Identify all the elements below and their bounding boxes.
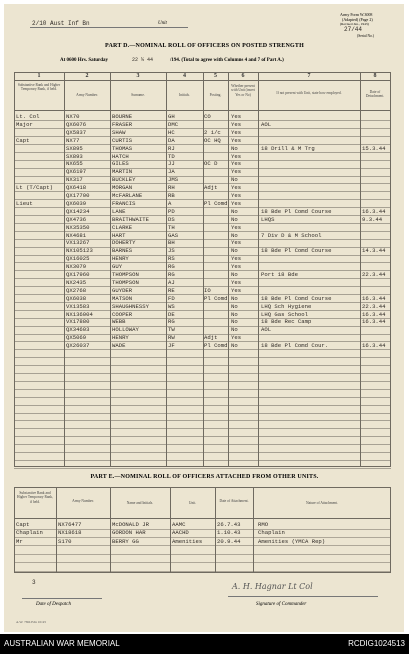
cell-surname: THOMAS — [112, 144, 133, 152]
cell-init: AJ — [168, 278, 175, 286]
cell-num: NX18618 — [58, 529, 82, 537]
cell-num: NX77 — [66, 136, 80, 144]
table-row — [14, 334, 391, 341]
cell-init: DS — [168, 215, 175, 223]
stray-mark: 3 — [32, 579, 36, 586]
unit-underline — [30, 27, 188, 28]
cell-num: NX655 — [66, 160, 83, 168]
serial-value: 27/44 — [344, 26, 363, 33]
cell-init: WS — [168, 302, 175, 310]
cell-pres: No — [231, 231, 238, 239]
cell-init: DMC — [168, 120, 179, 128]
cell-rank: Major — [16, 120, 33, 128]
e-col-header-unit: Unit. — [188, 501, 197, 505]
cell-surname: DOHERTY — [112, 239, 136, 247]
cell-num: SX893 — [66, 152, 83, 160]
cell-init: GH — [168, 113, 175, 120]
cell-pres: Yes — [231, 334, 242, 342]
table-row — [14, 168, 391, 175]
table-row — [14, 287, 391, 294]
cell-pres: No — [231, 318, 238, 326]
cell-post: Adjt — [204, 184, 218, 192]
cell-init: PD — [168, 207, 175, 215]
cell-surname: LANE — [112, 207, 126, 215]
table-row — [14, 247, 391, 254]
cell-init: RB — [168, 192, 175, 199]
cell-emp: 18 Bde Pl Comd Cour. — [261, 342, 329, 350]
cell-post: 2 i/c — [204, 128, 221, 136]
table-row — [14, 224, 391, 231]
print-code: A.W. 78th Edn 10/43 — [16, 620, 46, 624]
cell-post: OC HQ — [204, 136, 221, 144]
cell-pres: No — [231, 310, 238, 318]
cell-surname: THOMPSON — [112, 278, 139, 286]
col-header-detachment: Date of Detachment. — [365, 90, 385, 99]
form-line-3: (Revised Jan., 1943) — [340, 22, 369, 26]
cell-num: QX17960 — [66, 271, 90, 278]
cell-emp: 18 Bde Pl Comd Course — [261, 247, 332, 255]
archive-source: AUSTRALIAN WAR MEMORIAL — [4, 639, 120, 648]
part-e-title: PART E.—NOMINAL ROLL OF OFFICERS ATTACHED FROM OTHER UNITS. — [90, 474, 319, 480]
cell-rank: Capt — [16, 521, 30, 528]
cell-pres: No — [231, 215, 238, 223]
cell-init: JA — [168, 168, 175, 176]
cell-init: TH — [168, 223, 175, 231]
cell-num: QX6076 — [66, 120, 87, 128]
cell-rank: Chaplain — [16, 529, 43, 537]
col-num-1: 1 — [37, 73, 41, 79]
cell-init: A — [168, 199, 172, 207]
cell-rank: Lieut — [16, 199, 33, 207]
cell-pres: Yes — [231, 263, 242, 271]
serial-label: (Serial No.) — [357, 34, 374, 38]
at-line-prefix: At 0600 Hrs. Saturday — [60, 58, 109, 63]
cell-surname: HOLLOWAY — [112, 326, 139, 334]
col-header-initials: Initials. — [179, 93, 190, 97]
cell-num: VX13267 — [66, 239, 90, 247]
cell-date: 16.3.44 — [362, 310, 386, 318]
cell-surname: FRASER — [112, 120, 133, 128]
cell-pres: Yes — [231, 199, 242, 207]
cell-surname: HATCH — [112, 152, 129, 160]
cell-surname: BARNES — [112, 247, 133, 255]
cell-rank: Lt (T/Capt) — [16, 184, 53, 192]
cell-surname: HENRY — [112, 334, 129, 342]
signature-line — [228, 596, 378, 597]
cell-init: RW — [168, 334, 175, 342]
e-col-header-name: Name and Initials. — [126, 501, 154, 505]
cell-post: CO — [204, 113, 211, 120]
table-row — [14, 303, 391, 310]
cell-init: TD — [168, 152, 175, 160]
cell-date: 16.3.44 — [362, 318, 386, 326]
cell-pres: No — [231, 271, 238, 278]
cell-init: RG — [168, 263, 175, 271]
cell-date: 9.3.44 — [362, 215, 383, 223]
cell-init: RH — [168, 184, 175, 192]
table-row — [14, 137, 391, 144]
cell-name: GORDON HAR — [112, 529, 146, 537]
cell-emp: LHQS — [261, 215, 275, 223]
cell-rank: Capt — [16, 136, 30, 144]
signature-of-commander-label: Signature of Commander — [256, 602, 307, 607]
cell-init: TW — [168, 326, 175, 334]
cell-post: Pl Comd — [204, 342, 228, 350]
table-row — [14, 145, 391, 152]
cell-num: QX16025 — [66, 255, 90, 263]
cell-pres: No — [231, 207, 238, 215]
cell-init: JS — [168, 247, 175, 255]
cell-surname: FRANCIS — [112, 199, 136, 207]
table-row — [14, 200, 391, 207]
cell-surname: CURTIS — [112, 136, 133, 144]
cell-init: FD — [168, 294, 175, 302]
col-header-employment: If not present with Unit, state how employed. — [276, 91, 342, 95]
cell-surname: BUCKLEY — [112, 176, 136, 184]
cell-date: 14.3.44 — [362, 247, 386, 255]
table-row — [14, 239, 391, 246]
table-row — [14, 176, 391, 183]
table-row — [14, 113, 391, 120]
cell-surname: WADE — [112, 342, 126, 350]
cell-surname: SHAUGHNESSY — [112, 302, 149, 310]
cell-surname: THOMPSON — [112, 271, 139, 278]
cell-num: NX3079 — [66, 263, 87, 271]
cell-surname: WEBB — [112, 318, 126, 326]
cell-num: NX4681 — [66, 231, 87, 239]
cell-emp: Port 18 Bde — [261, 271, 298, 278]
cell-init: RE — [168, 286, 175, 294]
table-row — [14, 216, 391, 223]
cell-nature: Chaplain — [258, 529, 285, 537]
table-row — [14, 271, 391, 278]
table-row — [14, 184, 391, 191]
cell-date: 20.9.44 — [217, 537, 241, 545]
cell-num: NX2435 — [66, 278, 87, 286]
table-row — [14, 255, 391, 262]
cell-num: NX35350 — [66, 223, 90, 231]
cell-surname: MORGAN — [112, 184, 133, 192]
table-row — [14, 192, 391, 199]
cell-num: QX6039 — [66, 199, 87, 207]
cell-pres: Yes — [231, 168, 242, 176]
cell-num: SX895 — [66, 144, 83, 152]
cell-num: QX6418 — [66, 184, 87, 192]
e-col-header-army-number: Army Number. — [72, 499, 94, 503]
cell-init: JJ — [168, 160, 175, 168]
cell-date: 22.3.44 — [362, 271, 386, 278]
cell-init: JF — [168, 342, 175, 350]
cell-init: DE — [168, 310, 175, 318]
cell-pres: Yes — [231, 136, 242, 144]
cell-unit: AACHD — [172, 529, 189, 537]
cell-surname: MATSON — [112, 294, 133, 302]
col-header-surname: Surname. — [131, 93, 145, 97]
cell-surname: HART — [112, 231, 126, 239]
unit-label: Unit — [158, 21, 167, 26]
cell-pres: Yes — [231, 192, 242, 199]
cell-emp: 7 Div D & M School — [261, 231, 322, 239]
cell-post: OC D — [204, 160, 218, 168]
cell-surname: MARTIN — [112, 168, 133, 176]
cell-surname: HENRY — [112, 255, 129, 263]
col-header-army-number: Army Number. — [76, 93, 98, 97]
cell-pres: No — [231, 342, 238, 350]
at-date: 22 ¼ 44 — [132, 57, 154, 63]
cell-name: BERRY GG — [112, 537, 139, 545]
cell-pres: Yes — [231, 152, 242, 160]
cell-num: QX14234 — [66, 207, 90, 215]
e-col-header-rank: Substantive Rank and Higher Temporary Rank, if held. — [17, 491, 53, 504]
table-row — [14, 311, 391, 318]
cell-pres: Yes — [231, 239, 242, 247]
cell-pres: Yes — [231, 223, 242, 231]
cell-date: 16.3.44 — [362, 207, 386, 215]
table-row — [14, 326, 391, 333]
col-header-present: Whether present with Unit (insert Yes or No) — [231, 84, 255, 97]
cell-num: QX34603 — [66, 326, 90, 334]
commander-signature: A. H. Hagnar Lt Col — [232, 582, 313, 591]
unit-value: 2/10 Aust Inf Bn — [32, 20, 90, 27]
cell-surname: CLARKE — [112, 223, 133, 231]
e-col-header-nature: Nature of Attachment. — [305, 501, 339, 505]
cell-emp: 18 Drill & M Trg — [261, 144, 315, 152]
cell-init: RG — [168, 318, 175, 326]
cell-surname: GUY — [112, 263, 123, 271]
table-row — [14, 295, 391, 302]
table-row — [14, 160, 391, 167]
cell-pres: No — [231, 326, 238, 334]
cell-num: QX26037 — [66, 342, 90, 350]
cell-num: QX5069 — [66, 334, 87, 342]
cell-pres: Yes — [231, 128, 242, 136]
col-num-2: 2 — [85, 73, 89, 79]
cell-emp: LHQ Sch Hygiene — [261, 302, 312, 310]
cell-date: 15.3.44 — [362, 144, 386, 152]
cell-emp: 18 Bde Pl Comd Course — [261, 294, 332, 302]
cell-date: 1.10.43 — [217, 529, 241, 537]
col-num-8: 8 — [373, 73, 377, 79]
cell-num: NX105123 — [66, 247, 93, 255]
cell-num: QX17700 — [66, 192, 90, 199]
archive-id: RCDIG1024513 — [348, 639, 405, 648]
cell-num: QX4736 — [66, 215, 87, 223]
cell-pres: Yes — [231, 120, 242, 128]
col-num-5: 5 — [214, 73, 217, 79]
cell-num: QX5837 — [66, 128, 87, 136]
cell-init: BH — [168, 239, 175, 247]
cell-rank: Mr — [16, 537, 23, 545]
cell-num: NX317 — [66, 176, 83, 184]
cell-num: VX13583 — [66, 302, 90, 310]
table-row — [14, 318, 391, 325]
col-header-rank: Substantive Rank and Higher Temporary Rank, if held. — [17, 83, 61, 92]
cell-date: 22.3.44 — [362, 302, 386, 310]
cell-surname: McFARLANE — [112, 192, 143, 199]
cell-date: 26.7.43 — [217, 521, 241, 528]
cell-num: QX2768 — [66, 286, 87, 294]
cell-rank: Lt. Col — [16, 113, 40, 120]
cell-post: Adjt — [204, 334, 218, 342]
cell-emp: 18 Bde Pl Comd Course — [261, 207, 332, 215]
cell-pres: Yes — [231, 278, 242, 286]
cell-surname: GUYDER — [112, 286, 133, 294]
cell-surname: COOPER — [112, 310, 133, 318]
cell-unit: AAMC — [172, 521, 186, 528]
e-col-header-date: Date of Attachment. — [219, 499, 249, 503]
cell-surname: GILES — [112, 160, 129, 168]
cell-init: RG — [168, 271, 175, 278]
cell-num: NX76477 — [58, 521, 82, 528]
cell-surname: BRAITHWAITE — [112, 215, 149, 223]
cell-nature: Amenities (YMCA Rep) — [258, 537, 326, 545]
table-row — [14, 263, 391, 270]
col-num-7: 7 — [307, 73, 311, 79]
archive-footer — [0, 634, 409, 654]
at-line-suffix: /194. (Total to agree with Columns 4 and 7 of Part A.) — [170, 58, 284, 63]
cell-init: RS — [168, 255, 175, 263]
form-line-1: Army Form W.3008 — [340, 12, 373, 17]
cell-post: IO — [204, 286, 211, 294]
part-d-title: PART D.—NOMINAL ROLL OF OFFICERS ON POSTED STRENGTH — [105, 43, 304, 49]
table-row — [14, 208, 391, 215]
cell-post: Pl Comd — [204, 294, 228, 302]
date-of-despatch-label: Date of Despatch — [36, 602, 71, 607]
cell-emp: 18 Bde Rec Camp — [261, 318, 312, 326]
date-line — [22, 598, 102, 599]
cell-num: QX6197 — [66, 168, 87, 176]
cell-pres: Yes — [231, 255, 242, 263]
cell-emp: AOL — [261, 326, 272, 334]
cell-pres: Yes — [231, 184, 242, 192]
col-num-6: 6 — [241, 73, 245, 79]
table-row — [14, 121, 391, 128]
cell-pres: Yes — [231, 113, 242, 120]
cell-num: NX136004 — [66, 310, 93, 318]
col-header-posting: Posting. — [209, 93, 222, 97]
cell-pres: No — [231, 294, 238, 302]
table-row — [14, 342, 391, 349]
table-row — [14, 232, 391, 239]
table-row — [14, 129, 391, 136]
cell-nature: RMO — [258, 521, 269, 528]
cell-name: McDONALD JR — [112, 521, 149, 528]
cell-init: DA — [168, 136, 175, 144]
cell-num: NX70 — [66, 113, 80, 120]
cell-init: GAS — [168, 231, 179, 239]
cell-init: JMS — [168, 176, 179, 184]
table-row — [14, 279, 391, 286]
cell-date: 16.3.44 — [362, 342, 386, 350]
table-row — [14, 153, 391, 160]
cell-emp: LHQ Gas School — [261, 310, 308, 318]
cell-emp: AOL — [261, 120, 272, 128]
cell-pres: No — [231, 302, 238, 310]
cell-num: QX6038 — [66, 294, 87, 302]
col-num-3: 3 — [136, 73, 140, 79]
cell-surname: SHAW — [112, 128, 126, 136]
cell-num: VX17880 — [66, 318, 90, 326]
cell-pres: No — [231, 176, 238, 184]
cell-post: Pl Comd — [204, 199, 228, 207]
cell-pres: No — [231, 144, 238, 152]
cell-date: 16.3.44 — [362, 294, 386, 302]
cell-surname: BOURNE — [112, 113, 133, 120]
cell-unit: Amenities — [172, 537, 203, 545]
cell-num: S170 — [58, 537, 72, 545]
cell-pres: No — [231, 247, 238, 255]
cell-init: RJ — [168, 144, 175, 152]
form-line-2: (Adapted) (Page 2) — [342, 17, 373, 22]
cell-init: HC — [168, 128, 175, 136]
cell-pres: Yes — [231, 286, 242, 294]
cell-pres: Yes — [231, 160, 242, 168]
col-num-4: 4 — [183, 73, 186, 79]
